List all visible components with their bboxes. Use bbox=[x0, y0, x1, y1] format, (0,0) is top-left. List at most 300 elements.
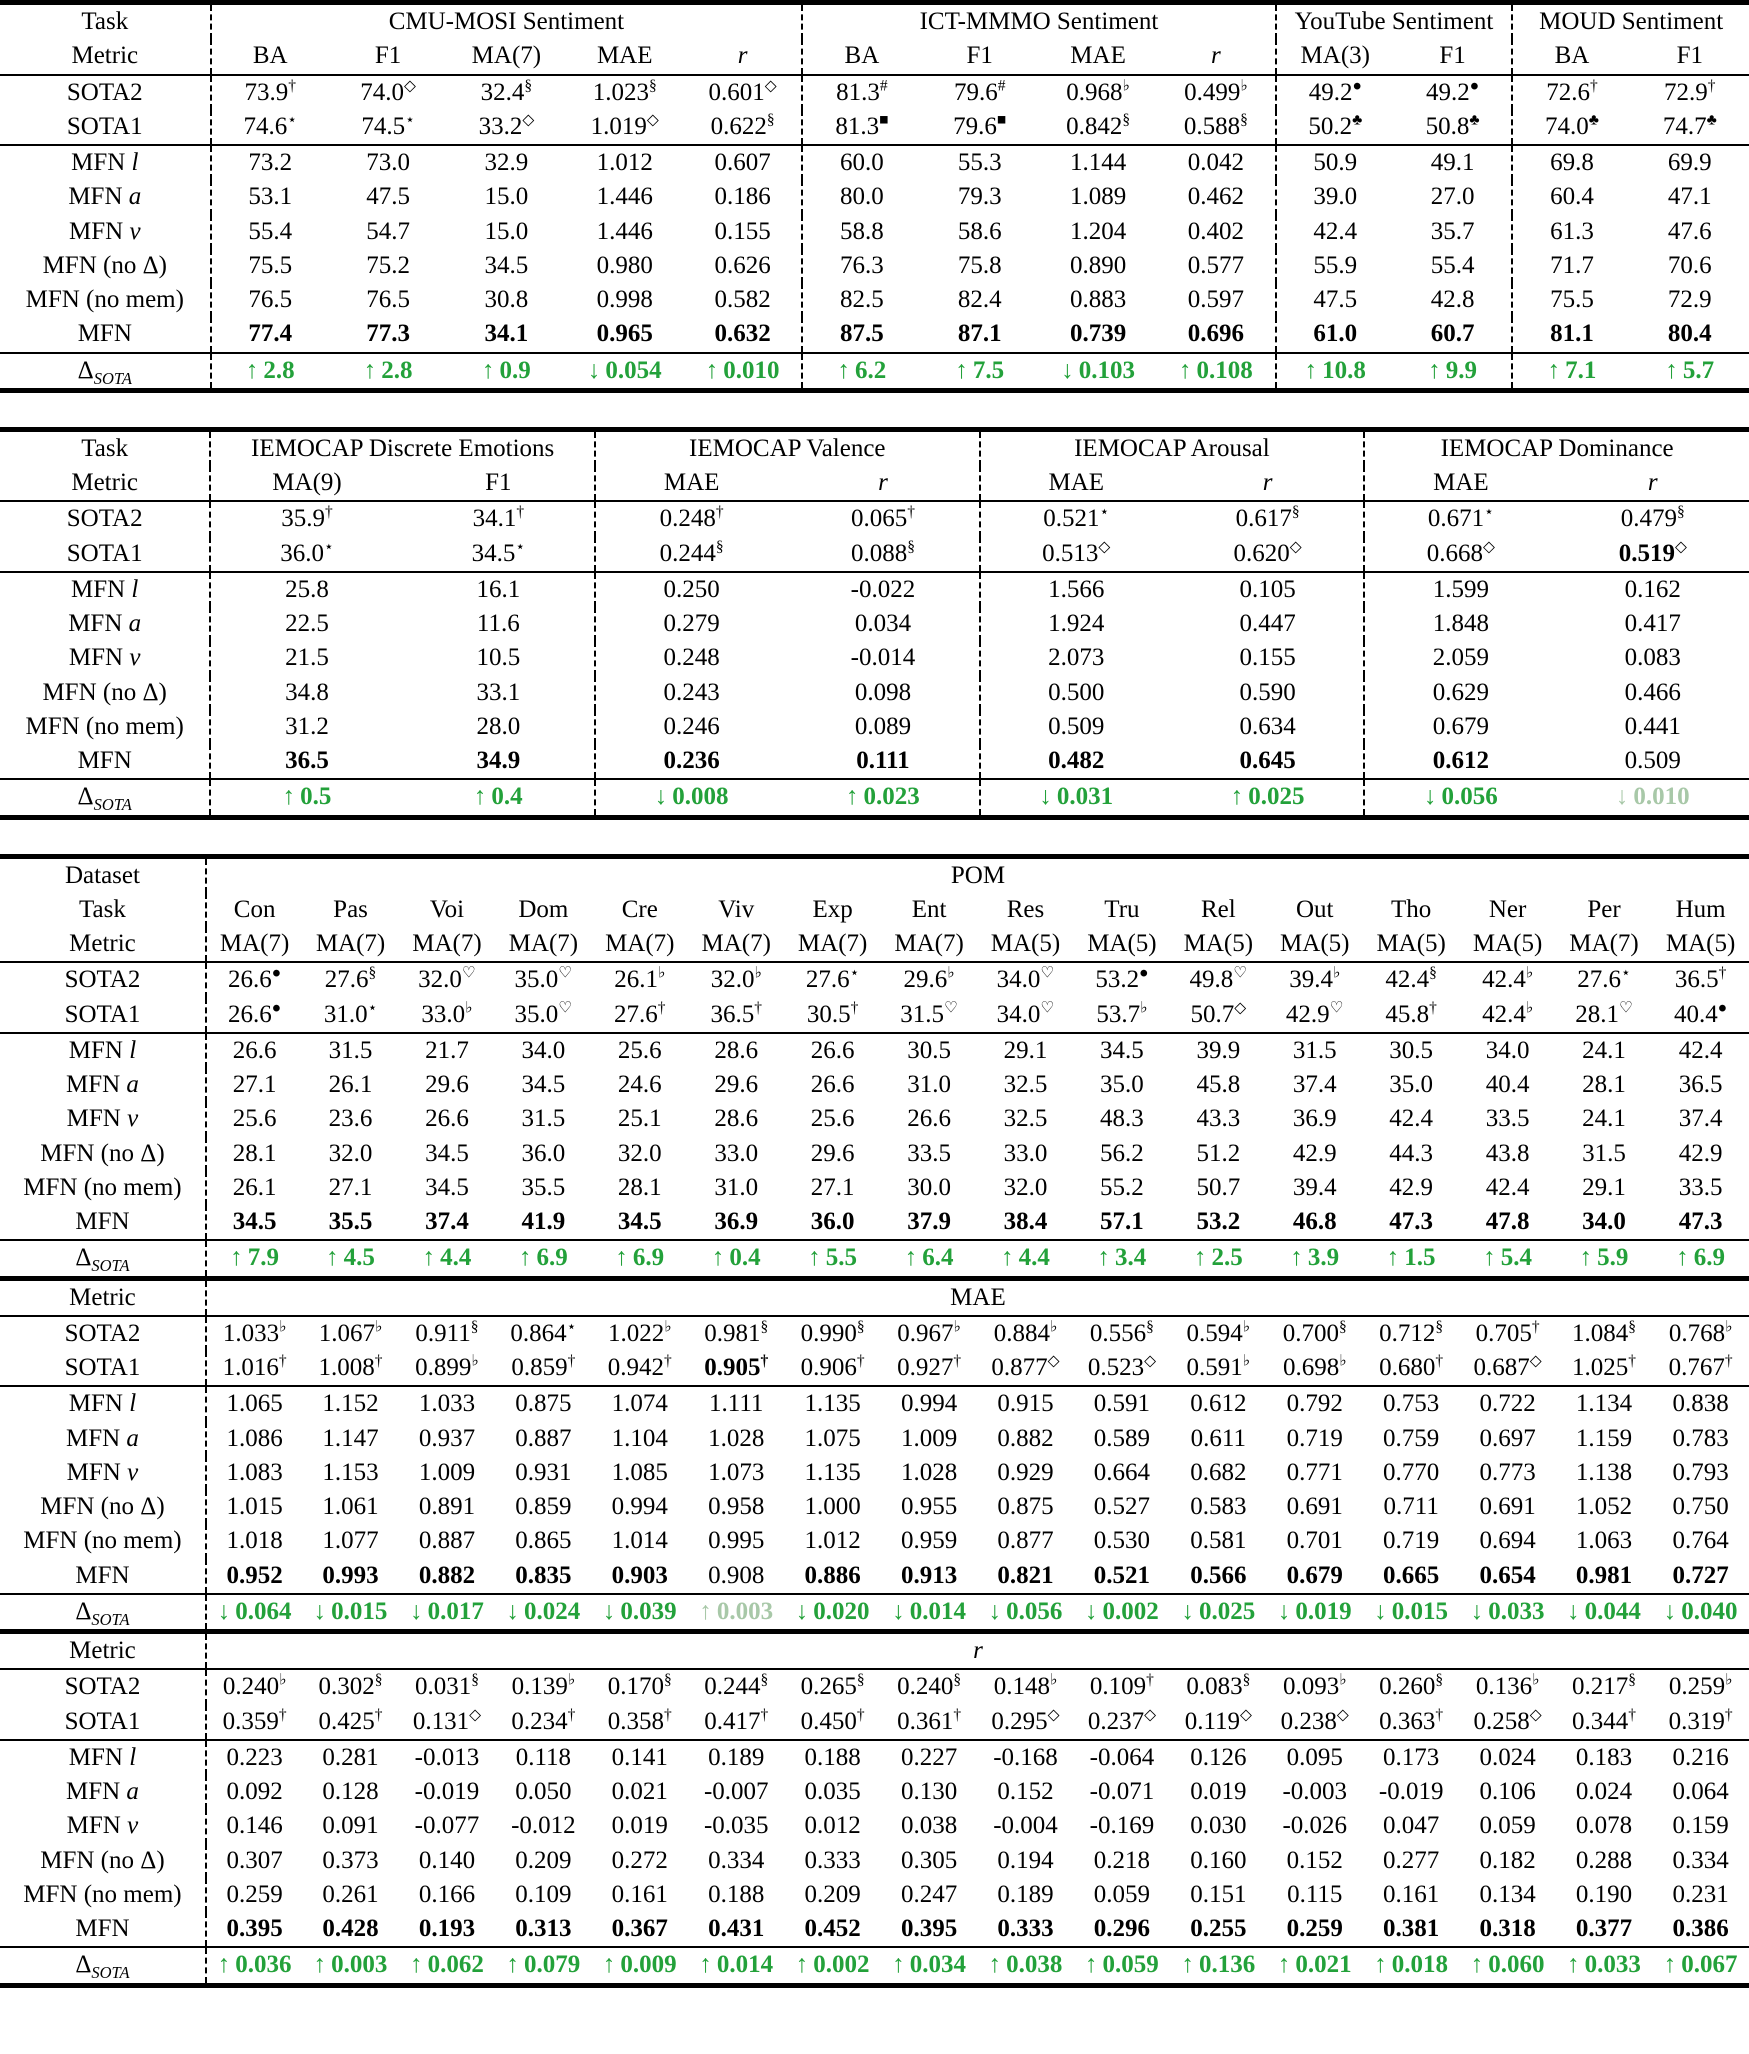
table-cell bbox=[1170, 1669, 1266, 1704]
table-cell bbox=[206, 1669, 302, 1704]
metric-value: 0.450† bbox=[800, 1706, 865, 1735]
table-cell bbox=[595, 501, 787, 536]
metric-value: 34.5 bbox=[425, 1173, 469, 1201]
table-cell bbox=[1556, 1171, 1652, 1205]
table-cell bbox=[302, 1912, 398, 1947]
metric-value: 0.594♭ bbox=[1186, 1318, 1251, 1347]
metric-value: 28.6 bbox=[714, 1105, 759, 1133]
table-cell bbox=[1039, 317, 1157, 352]
table-cell bbox=[1364, 501, 1556, 536]
delta-value: ↓ 0.017 bbox=[410, 1597, 484, 1625]
table-cell bbox=[399, 1809, 495, 1843]
metric-value: 0.050 bbox=[515, 1778, 572, 1805]
metric-value: 42.4§ bbox=[1385, 964, 1437, 994]
table-cell bbox=[495, 1775, 591, 1809]
metric-value: 45.8 bbox=[1196, 1071, 1241, 1098]
row-label-delta-sota bbox=[0, 1594, 206, 1632]
metric-value: 36.5 bbox=[285, 747, 329, 774]
metric-value: -0.169 bbox=[1089, 1812, 1155, 1840]
metric-header: MA(5) bbox=[1376, 930, 1446, 957]
metric-value: 0.155 bbox=[714, 217, 771, 245]
metric-value: 0.466 bbox=[1624, 678, 1681, 706]
table-cell bbox=[206, 962, 302, 997]
table-cell bbox=[802, 249, 920, 283]
task-header: Ner bbox=[1488, 895, 1527, 923]
table-cell bbox=[1363, 1490, 1459, 1524]
metric-value: 0.591 bbox=[1093, 1390, 1151, 1418]
table-cell bbox=[1074, 1456, 1170, 1490]
delta-value: ↑ 7.9 bbox=[230, 1244, 279, 1272]
metric-value: 0.318 bbox=[1479, 1915, 1536, 1942]
metric-value: 49.1 bbox=[1430, 149, 1475, 176]
delta-value: ↑ 7.1 bbox=[1547, 356, 1597, 384]
table-cell bbox=[1172, 501, 1364, 536]
table-cell bbox=[495, 1386, 591, 1421]
metric-value: 0.136♭ bbox=[1475, 1671, 1540, 1701]
metric-value: 28.1 bbox=[232, 1139, 277, 1167]
table-cell bbox=[787, 641, 979, 675]
table-cell bbox=[211, 215, 329, 249]
metric-value: 70.6 bbox=[1667, 251, 1712, 279]
metric-value: 0.231 bbox=[1672, 1880, 1729, 1908]
metric-value: 0.711 bbox=[1383, 1493, 1439, 1520]
row-label-delta-sota bbox=[0, 1240, 206, 1278]
metric-value: 0.170§ bbox=[607, 1671, 672, 1701]
delta-value: ↓ 0.002 bbox=[1085, 1597, 1159, 1625]
metric-value: 0.307 bbox=[226, 1846, 283, 1874]
metric-value: 0.527 bbox=[1093, 1493, 1151, 1520]
metric-value: 0.139♭ bbox=[511, 1671, 576, 1701]
table-cell bbox=[921, 283, 1039, 317]
table-cell bbox=[1512, 110, 1630, 145]
metric-value: 15.0 bbox=[484, 183, 529, 211]
metric-value: 32.9 bbox=[484, 149, 529, 176]
table-cell bbox=[784, 1524, 880, 1558]
table-cell bbox=[1267, 1033, 1363, 1068]
table-cell bbox=[1074, 1559, 1170, 1594]
table-cell bbox=[1157, 317, 1275, 352]
metric-value: 24.1 bbox=[1582, 1036, 1626, 1064]
metric-value: 27.6§ bbox=[324, 964, 377, 994]
metric-value: 24.1 bbox=[1582, 1105, 1626, 1133]
table-cell bbox=[1157, 180, 1275, 214]
metric-value: 0.513◇ bbox=[1042, 538, 1111, 567]
metric-value: 1.086 bbox=[226, 1424, 283, 1452]
delta-value: ↓ 0.054 bbox=[587, 356, 662, 384]
table-cell bbox=[210, 607, 402, 641]
table-cell bbox=[495, 1102, 591, 1136]
delta-sota-label: $\Delta_{SOTA}$ bbox=[75, 1951, 130, 1983]
table-cell bbox=[1557, 676, 1749, 710]
table-cell bbox=[1074, 1490, 1170, 1524]
table-cell bbox=[1039, 283, 1157, 317]
metric-value: 26.1♭ bbox=[614, 964, 666, 994]
table-cell bbox=[211, 317, 329, 352]
metric-value: 0.152 bbox=[997, 1778, 1054, 1805]
table-cell bbox=[784, 1068, 880, 1102]
table-cell bbox=[399, 1137, 495, 1171]
table-cell bbox=[881, 1068, 977, 1102]
table-cell bbox=[595, 572, 787, 607]
metric-value: 0.883 bbox=[1069, 286, 1127, 313]
table-cell bbox=[1631, 145, 1749, 180]
table-cell bbox=[1074, 1102, 1170, 1136]
table-cell bbox=[1652, 1456, 1749, 1490]
table-cell bbox=[684, 215, 802, 249]
table-cell bbox=[688, 1912, 784, 1947]
metric-value: 0.425† bbox=[318, 1706, 383, 1735]
metric-value: 1.104 bbox=[611, 1424, 668, 1452]
table-cell bbox=[211, 283, 329, 317]
table-cell bbox=[1276, 75, 1394, 110]
metric-value: 50.7 bbox=[1196, 1173, 1241, 1201]
metric-value: 1.065 bbox=[226, 1390, 283, 1418]
row-label: MFN (no mem) bbox=[23, 1527, 182, 1555]
delta-value: ↓ 0.064 bbox=[217, 1597, 292, 1625]
row-label: SOTA2 bbox=[0, 501, 210, 536]
metric-value: 75.5 bbox=[248, 251, 293, 279]
table-cell bbox=[784, 998, 880, 1033]
table-cell-delta bbox=[1267, 1594, 1363, 1632]
metric-value: 28.1♡ bbox=[1575, 999, 1633, 1028]
table-cell bbox=[684, 145, 802, 180]
table-cell bbox=[495, 1171, 591, 1205]
metric-value: 36.0 bbox=[810, 1208, 855, 1235]
metric-value: 57.1 bbox=[1100, 1208, 1144, 1235]
metric-value: 55.2 bbox=[1100, 1173, 1144, 1201]
metric-value: 0.030 bbox=[1190, 1812, 1247, 1840]
table-cell bbox=[206, 1351, 302, 1386]
table-cell-delta bbox=[1267, 1240, 1363, 1278]
metric-value: 0.994 bbox=[611, 1493, 668, 1520]
table-cell bbox=[1556, 1456, 1652, 1490]
metric-value: 0.783 bbox=[1672, 1424, 1729, 1452]
metric-value: 0.162 bbox=[1624, 575, 1681, 603]
table-cell bbox=[302, 1137, 398, 1171]
table-row bbox=[0, 1490, 1749, 1524]
delta-value: ↑ 0.010 bbox=[705, 356, 780, 384]
metric-value: 0.012 bbox=[804, 1812, 861, 1840]
metric-value: 30.5† bbox=[806, 999, 859, 1028]
metric-value: 0.998 bbox=[596, 286, 653, 313]
delta-sota-label: $\Delta_{SOTA}$ bbox=[77, 356, 132, 388]
metric-value: 60.7 bbox=[1430, 320, 1475, 348]
metric-value: 0.186 bbox=[714, 183, 771, 211]
table-cell-delta bbox=[206, 1594, 302, 1632]
metric-value: 0.750 bbox=[1672, 1493, 1729, 1520]
metric-value: 0.021 bbox=[611, 1778, 668, 1805]
metric-value: 0.753 bbox=[1383, 1390, 1440, 1418]
table-cell bbox=[1074, 1386, 1170, 1421]
table-cell bbox=[403, 710, 595, 744]
metric-value: 0.759 bbox=[1383, 1424, 1440, 1452]
group-header: IEMOCAP Dominance bbox=[1364, 429, 1749, 466]
delta-value: ↑ 0.079 bbox=[506, 1951, 581, 1979]
metric-value: 1.924 bbox=[1048, 610, 1105, 637]
metric-value: 0.842§ bbox=[1066, 111, 1131, 140]
table-cell bbox=[399, 962, 495, 997]
table-cell bbox=[1074, 1705, 1170, 1740]
metric-value: 0.859 bbox=[515, 1493, 572, 1520]
task-header: Cre bbox=[621, 895, 658, 923]
table-row bbox=[0, 1316, 1749, 1351]
metric-value: 0.183 bbox=[1575, 1743, 1633, 1771]
metric-header: MA(7) bbox=[605, 930, 675, 957]
metric-value: 0.395 bbox=[900, 1915, 958, 1942]
metric-value: 0.687◇ bbox=[1473, 1352, 1542, 1381]
table-cell bbox=[1512, 283, 1630, 317]
header-cell-metric: Metric bbox=[71, 469, 138, 496]
row-label: MFN v bbox=[68, 644, 141, 672]
table-cell bbox=[1157, 283, 1275, 317]
metric-value: 0.261 bbox=[322, 1880, 379, 1908]
table-cell bbox=[495, 1809, 591, 1843]
metric-value: 0.764 bbox=[1672, 1527, 1729, 1555]
metric-value: 0.189 bbox=[708, 1743, 765, 1771]
metric-value: 1.061 bbox=[322, 1493, 379, 1520]
metric-value: 61.0 bbox=[1313, 320, 1358, 348]
dataset-name: POM bbox=[206, 856, 1749, 893]
table-cell bbox=[977, 1351, 1073, 1386]
metric-value: 0.218 bbox=[1093, 1846, 1151, 1874]
metric-value: 0.886 bbox=[804, 1561, 861, 1589]
table-row bbox=[0, 1524, 1749, 1558]
metric-value: 0.248† bbox=[659, 503, 724, 533]
table-cell bbox=[1074, 1068, 1170, 1102]
metric-value: -0.003 bbox=[1282, 1778, 1348, 1805]
metric-value: 0.166 bbox=[418, 1880, 476, 1908]
table-cell bbox=[1363, 1669, 1459, 1704]
table-cell bbox=[302, 1524, 398, 1558]
table-cell-delta bbox=[592, 1947, 688, 1985]
metric-value: 0.626 bbox=[714, 251, 771, 279]
table-cell bbox=[980, 710, 1172, 744]
metric-value: 0.161 bbox=[1383, 1880, 1440, 1908]
table-cell bbox=[881, 1524, 977, 1558]
metric-header: BA bbox=[1512, 39, 1630, 74]
table-cell bbox=[211, 145, 329, 180]
table-cell-delta bbox=[921, 353, 1039, 391]
metric-value: 0.089 bbox=[854, 712, 912, 740]
table-cell bbox=[399, 1878, 495, 1912]
metric-value: 53.1 bbox=[248, 183, 293, 211]
table-cell bbox=[1631, 180, 1749, 214]
table-group-header-row bbox=[0, 429, 1749, 466]
table-cell bbox=[447, 110, 565, 145]
table-cell bbox=[1363, 1351, 1459, 1386]
metric-value: 0.906† bbox=[800, 1352, 865, 1381]
metric-value: 0.279 bbox=[663, 610, 720, 637]
metric-header: MA(7) bbox=[701, 930, 771, 957]
table-cell bbox=[1170, 1205, 1266, 1240]
table-row bbox=[0, 317, 1749, 352]
table-cell bbox=[784, 1669, 880, 1704]
table-cell bbox=[1631, 317, 1749, 352]
table-cell-delta bbox=[399, 1594, 495, 1632]
metric-value: 42.4 bbox=[1678, 1036, 1723, 1064]
table-cell bbox=[1652, 1068, 1749, 1102]
table-cell bbox=[1074, 1351, 1170, 1386]
table-cell bbox=[399, 1456, 495, 1490]
table-cell bbox=[1039, 215, 1157, 249]
table-cell bbox=[206, 1386, 302, 1421]
metric-value: 34.5 bbox=[484, 251, 529, 279]
metric-value: 0.333 bbox=[997, 1915, 1054, 1942]
metric-value: 1.111 bbox=[709, 1390, 764, 1418]
metric-value: 26.6 bbox=[810, 1071, 855, 1098]
table-cell bbox=[1074, 1033, 1170, 1068]
table-cell bbox=[980, 676, 1172, 710]
table-row bbox=[0, 1137, 1749, 1171]
metric-value: 25.6 bbox=[232, 1105, 277, 1133]
table-cell-delta bbox=[1170, 1240, 1266, 1278]
metric-value: 0.227 bbox=[900, 1743, 958, 1771]
metric-value: 47.1 bbox=[1667, 183, 1712, 211]
table-cell bbox=[206, 1033, 302, 1068]
metric-header: MA(7) bbox=[206, 927, 302, 962]
table-cell bbox=[684, 180, 802, 214]
metric-value: -0.168 bbox=[993, 1743, 1058, 1771]
metric-value: 0.402 bbox=[1187, 217, 1245, 245]
task-header: Res bbox=[1006, 895, 1045, 923]
table-cell bbox=[592, 1490, 688, 1524]
metric-value: 87.5 bbox=[840, 320, 884, 348]
table-cell bbox=[977, 1490, 1073, 1524]
table-cell bbox=[1267, 1524, 1363, 1558]
table-cell bbox=[980, 572, 1172, 607]
task-header-row bbox=[0, 893, 1749, 927]
table-cell bbox=[1459, 1102, 1555, 1136]
metric-value: 0.617§ bbox=[1235, 503, 1300, 533]
metric-value: 27.1 bbox=[810, 1173, 855, 1201]
metric-value: 0.265§ bbox=[800, 1671, 865, 1701]
table-cell bbox=[1267, 1171, 1363, 1205]
metric-value: 82.5 bbox=[840, 286, 884, 313]
metric-value: 34.1 bbox=[484, 320, 529, 348]
metric-value: 0.509 bbox=[1048, 712, 1105, 740]
delta-value: ↑ 3.4 bbox=[1097, 1244, 1147, 1272]
table-cell bbox=[1631, 249, 1749, 283]
metric-value: 0.911§ bbox=[415, 1318, 479, 1347]
table-cell-delta bbox=[495, 1947, 591, 1985]
table-cell bbox=[1364, 537, 1556, 572]
metric-value: 1.138 bbox=[1575, 1458, 1633, 1486]
metric-value: 0.182 bbox=[1479, 1846, 1536, 1874]
table-row bbox=[0, 1205, 1749, 1240]
metric-value: 1.152 bbox=[322, 1390, 379, 1418]
metric-value: 81.1 bbox=[1550, 320, 1594, 348]
metric-value: 0.607 bbox=[714, 149, 771, 176]
metric-value: 0.601◇ bbox=[708, 77, 777, 106]
table-cell bbox=[688, 1878, 784, 1912]
table-cell bbox=[1652, 1559, 1749, 1594]
metric-value: 0.959 bbox=[900, 1527, 958, 1555]
table-cell bbox=[688, 1705, 784, 1740]
table-cell bbox=[302, 1705, 398, 1740]
table-cell bbox=[1631, 215, 1749, 249]
table-cell-delta bbox=[1363, 1594, 1459, 1632]
delta-value: ↑ 2.8 bbox=[245, 356, 295, 384]
table-cell bbox=[1557, 641, 1749, 675]
table-cell bbox=[1459, 1422, 1555, 1456]
metric-value: 0.119◇ bbox=[1184, 1706, 1252, 1735]
delta-value: ↑ 5.4 bbox=[1483, 1244, 1532, 1272]
metric-header: F1 bbox=[1439, 42, 1466, 70]
delta-value: ↑ 0.136 bbox=[1181, 1951, 1256, 1979]
table-cell bbox=[1363, 1386, 1459, 1421]
metric-value: 33.5 bbox=[907, 1139, 951, 1167]
table-cell bbox=[399, 1524, 495, 1558]
section-metric-header-row bbox=[0, 1632, 1749, 1670]
metric-value: 33.1 bbox=[476, 678, 521, 706]
table-cell bbox=[1556, 1205, 1652, 1240]
table-cell bbox=[1363, 1524, 1459, 1558]
header-cell-task: Task bbox=[79, 895, 126, 923]
table-row bbox=[0, 1705, 1749, 1740]
table-cell bbox=[1556, 1669, 1652, 1704]
table-cell bbox=[592, 1705, 688, 1740]
metric-value: 34.5⋆ bbox=[471, 538, 526, 567]
metric-value: 33.2◇ bbox=[478, 111, 535, 140]
table-cell-delta bbox=[447, 353, 565, 391]
table-cell bbox=[399, 1844, 495, 1878]
table-cell bbox=[1652, 998, 1749, 1033]
delta-value: ↑ 5.9 bbox=[1579, 1244, 1629, 1272]
table-row bbox=[0, 1456, 1749, 1490]
table-row bbox=[0, 1740, 1749, 1775]
table-cell bbox=[1394, 317, 1512, 352]
metric-value: 0.194 bbox=[997, 1846, 1054, 1874]
metric-value: 43.8 bbox=[1485, 1139, 1530, 1167]
table-row bbox=[0, 501, 1749, 536]
metric-value: 26.6 bbox=[232, 1036, 277, 1064]
metric-value: 1.019◇ bbox=[590, 111, 659, 140]
metric-value: 0.244§ bbox=[704, 1671, 769, 1701]
metric-value: 82.4 bbox=[957, 286, 1002, 313]
table-row bbox=[0, 1559, 1749, 1594]
metric-value: 0.887 bbox=[418, 1527, 476, 1555]
table-cell-delta bbox=[1556, 1947, 1652, 1985]
table-cell bbox=[977, 1775, 1073, 1809]
table-cell bbox=[1631, 75, 1749, 110]
metric-value: 81.3# bbox=[836, 77, 888, 106]
table-cell bbox=[206, 1316, 302, 1351]
table-cell-delta bbox=[688, 1240, 784, 1278]
table-cell bbox=[1556, 1809, 1652, 1843]
metric-value: 0.990§ bbox=[800, 1318, 865, 1347]
metric-value: 27.0 bbox=[1430, 183, 1475, 211]
metric-value: 56.2 bbox=[1100, 1139, 1144, 1167]
table-cell bbox=[977, 1137, 1073, 1171]
metric-value: 51.2 bbox=[1196, 1139, 1241, 1167]
metric-value: 0.447 bbox=[1239, 610, 1296, 637]
table-cell bbox=[302, 1669, 398, 1704]
table-cell bbox=[1652, 1351, 1749, 1386]
table-cell bbox=[210, 501, 402, 536]
metric-value: 30.5 bbox=[907, 1036, 951, 1064]
metric-value: 0.344† bbox=[1572, 1706, 1637, 1735]
table-cell bbox=[1267, 1137, 1363, 1171]
metric-value: 1.033♭ bbox=[222, 1318, 287, 1347]
metric-value: 40.4● bbox=[1674, 999, 1728, 1028]
metric-value: 0.500 bbox=[1048, 678, 1105, 706]
table-cell bbox=[1170, 1456, 1266, 1490]
table-cell bbox=[688, 1456, 784, 1490]
table-cell bbox=[977, 1559, 1073, 1594]
metric-value: 0.243 bbox=[663, 678, 720, 706]
row-label: MFN l bbox=[0, 572, 210, 607]
metric-value: 0.065† bbox=[850, 503, 915, 533]
